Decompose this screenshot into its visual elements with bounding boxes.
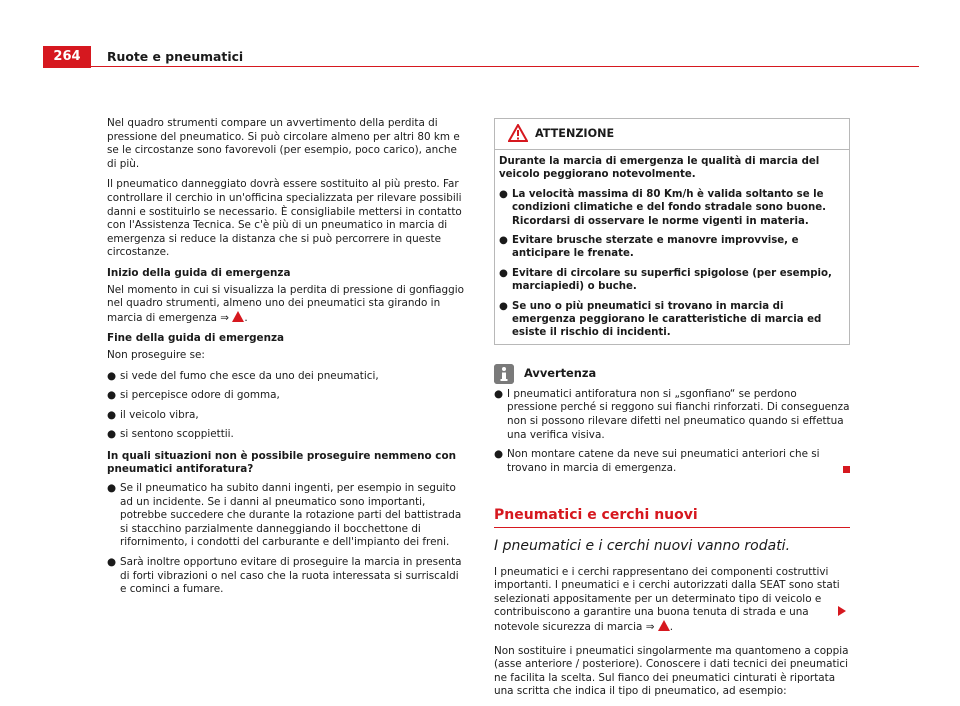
list-item xyxy=(494,388,850,442)
bullet-dot: ● xyxy=(494,387,504,400)
paragraph-warning-display: Nel quadro strumenti compare un avvertimento della perdita di pressione del pneumatico. Si può circolare almeno per altri 80 km e se le circostanze sono favorevoli (per esempio, poco carico), anche di più. xyxy=(107,117,460,170)
paragraph-tires-rims-text: I pneumatici e i cerchi rappresentano dei componenti costruttivi importanti. I pneumatici e i cerchi autorizzati dalla SEAT sono stati selezionati appositamente per un determinato tipo di veicolo e contribuiscono a garantire una buona tenuta di strada e una notevole sicurezza di marcia ⇒ xyxy=(494,565,840,633)
list-item-text: Sarà inoltre opportuno evitare di proseguire la marcia in presenta di forti vibrazioni o nel caso che la ruota interessata si surriscaldi e cominci a fumare. xyxy=(120,556,462,596)
bullet-dot: ● xyxy=(107,369,117,382)
list-item xyxy=(499,300,845,340)
list-item xyxy=(499,234,845,261)
list-item xyxy=(107,428,467,442)
left-column xyxy=(107,117,467,603)
list-item xyxy=(107,389,467,403)
paragraph-emergency-start: Nel momento in cui si visualizza la perdita di pressione di gonfiaggio nel quadro strumenti, almeno uno dei pneumatici sta girando in marcia di emergenza ⇒ . xyxy=(107,283,464,324)
bullet-dot: ● xyxy=(499,267,508,279)
warning-triangle-icon xyxy=(508,124,528,142)
paragraph-replace-tire: Il pneumatico danneggiato dovrà essere sostituito al più presto. Far controllare il cerchio in un'officina specializzata per rilevare possibili danni e sostituirlo se necessario. È consigliabile mettersi in contatto con l'Assistenza Tecnica. Se c'è più di un pneumatico in marcia di emergenza si reduce la distanza che si può percorrere in queste circostanze. xyxy=(107,178,462,259)
bullet-dot: ● xyxy=(107,482,117,495)
list-item-text: si percepisce odore di gomma, xyxy=(120,389,280,402)
paragraph-tires-rims: I pneumatici e i cerchi rappresentano dei componenti costruttivi importanti. I pneumatici e i cerchi autorizzati dalla SEAT sono stati selezionati appositamente per un determinato tipo di veicolo e contribuiscono a garantire una buona tenuta di strada e una notevole sicurezza di marcia ⇒ . xyxy=(494,565,840,633)
warning-box xyxy=(494,118,850,345)
section-subtitle: I pneumatici e i cerchi nuovi vanno rodati. xyxy=(494,538,791,555)
list-item-text: La velocità massima di 80 Km/h è valida soltanto se le condizioni climatiche e del fondo stradale sono buone. Ricordarsi di osservare le norme vigenti in materia. xyxy=(512,188,827,227)
bullet-dot: ● xyxy=(107,389,117,402)
page-title: Ruote e pneumatici xyxy=(107,49,244,64)
list-item-text: Non montare catene da neve sui pneumatici anteriori che si trovano in marcia di emergenza. xyxy=(507,448,820,474)
bullet-dot: ● xyxy=(107,428,117,441)
heading-start-emergency: Inizio della guida di emergenza xyxy=(107,266,291,279)
list-item-text: si sentono scoppiettii. xyxy=(120,428,234,441)
paragraph-emergency-start-text: Nel momento in cui si visualizza la perdita di pressione di gonfiaggio nel quadro strumenti, almeno uno dei pneumatici sta girando in marcia di emergenza ⇒ xyxy=(107,283,464,324)
list-item-text: Se il pneumatico ha subito danni ingenti, per esempio in seguito ad un incidente. Se i danni al pneumatico sono importanti, potrebbe succedere che durante la rotazione parti del battistrada si stacchino parzialmente danneggiando il bocchettone di rifornimento, i condotti del carburante e dell'impianto dei freni. xyxy=(120,482,462,549)
warning-intro: Durante la marcia di emergenza le qualità di marcia del veicolo peggiorano notevolmente. xyxy=(499,156,820,181)
list-item xyxy=(107,370,467,384)
list-item-text: Se uno o più pneumatici si trovano in marcia di emergenza peggiorano le caratteristiche di marcia ed esiste il rischio di incidenti. xyxy=(512,300,822,339)
warning-body xyxy=(495,150,849,344)
warning-ref-icon[interactable] xyxy=(232,311,244,322)
list-item xyxy=(499,267,845,294)
bullet-dot: ● xyxy=(494,448,504,461)
warning-title: ATTENZIONE xyxy=(535,127,615,141)
list-item xyxy=(494,448,850,475)
bullet-dot: ● xyxy=(499,235,508,247)
page-number: 264 xyxy=(43,46,91,68)
info-icon xyxy=(494,364,514,384)
paragraph-replace-pairs: Non sostituire i pneumatici singolarmente ma quantomeno a coppia (asse anteriore / posteriore). Conoscere i dati tecnici dei pneumatici ne facilita la scelta. Sul fianco dei pneumatici cinturati è riportata una scritta che indica il tipo di pneumatico, ad esempio: xyxy=(494,644,849,698)
bullet-dot: ● xyxy=(107,556,117,569)
paragraph-do-not-continue: Non proseguire se: xyxy=(107,348,205,361)
end-of-section-marker xyxy=(843,466,850,473)
list-item xyxy=(107,482,467,550)
list-item xyxy=(499,188,845,228)
header-divider xyxy=(43,66,919,67)
bullet-dot: ● xyxy=(499,188,508,200)
note-title: Avvertenza xyxy=(524,366,597,381)
list-item-text: si vede del fumo che esce da uno dei pneumatici, xyxy=(120,369,379,382)
right-column xyxy=(494,118,850,706)
list-item xyxy=(107,556,467,597)
section-title: Pneumatici e cerchi nuovi xyxy=(494,509,850,528)
list-item-text: il veicolo vibra, xyxy=(120,408,199,421)
list-item-text: I pneumatici antiforatura non si „sgonfiano“ se perdono pressione perché si reggono sui fianchi rinforzati. Di conseguenza non si possono rilevare difetti nel pneumatico quando si effettua una verifica visiva. xyxy=(507,387,850,441)
warning-ref-icon[interactable] xyxy=(658,620,670,631)
heading-end-emergency: Fine della guida di emergenza xyxy=(107,332,285,345)
continue-arrow-icon xyxy=(838,606,846,616)
bullet-dot: ● xyxy=(499,300,508,312)
bullet-dot: ● xyxy=(107,408,117,421)
list-item-text: Evitare brusche sterzate e manovre improvvise, e anticipare le frenate. xyxy=(512,235,799,260)
list-item-text: Evitare di circolare su superfici spigolose (per esempio, marciapiedi) o buche. xyxy=(512,267,832,293)
warning-header xyxy=(495,119,849,150)
note-header xyxy=(494,363,850,385)
list-item xyxy=(107,409,467,423)
heading-situations: In quali situazioni non è possibile proseguire nemmeno con pneumatici antiforatura? xyxy=(107,449,456,476)
